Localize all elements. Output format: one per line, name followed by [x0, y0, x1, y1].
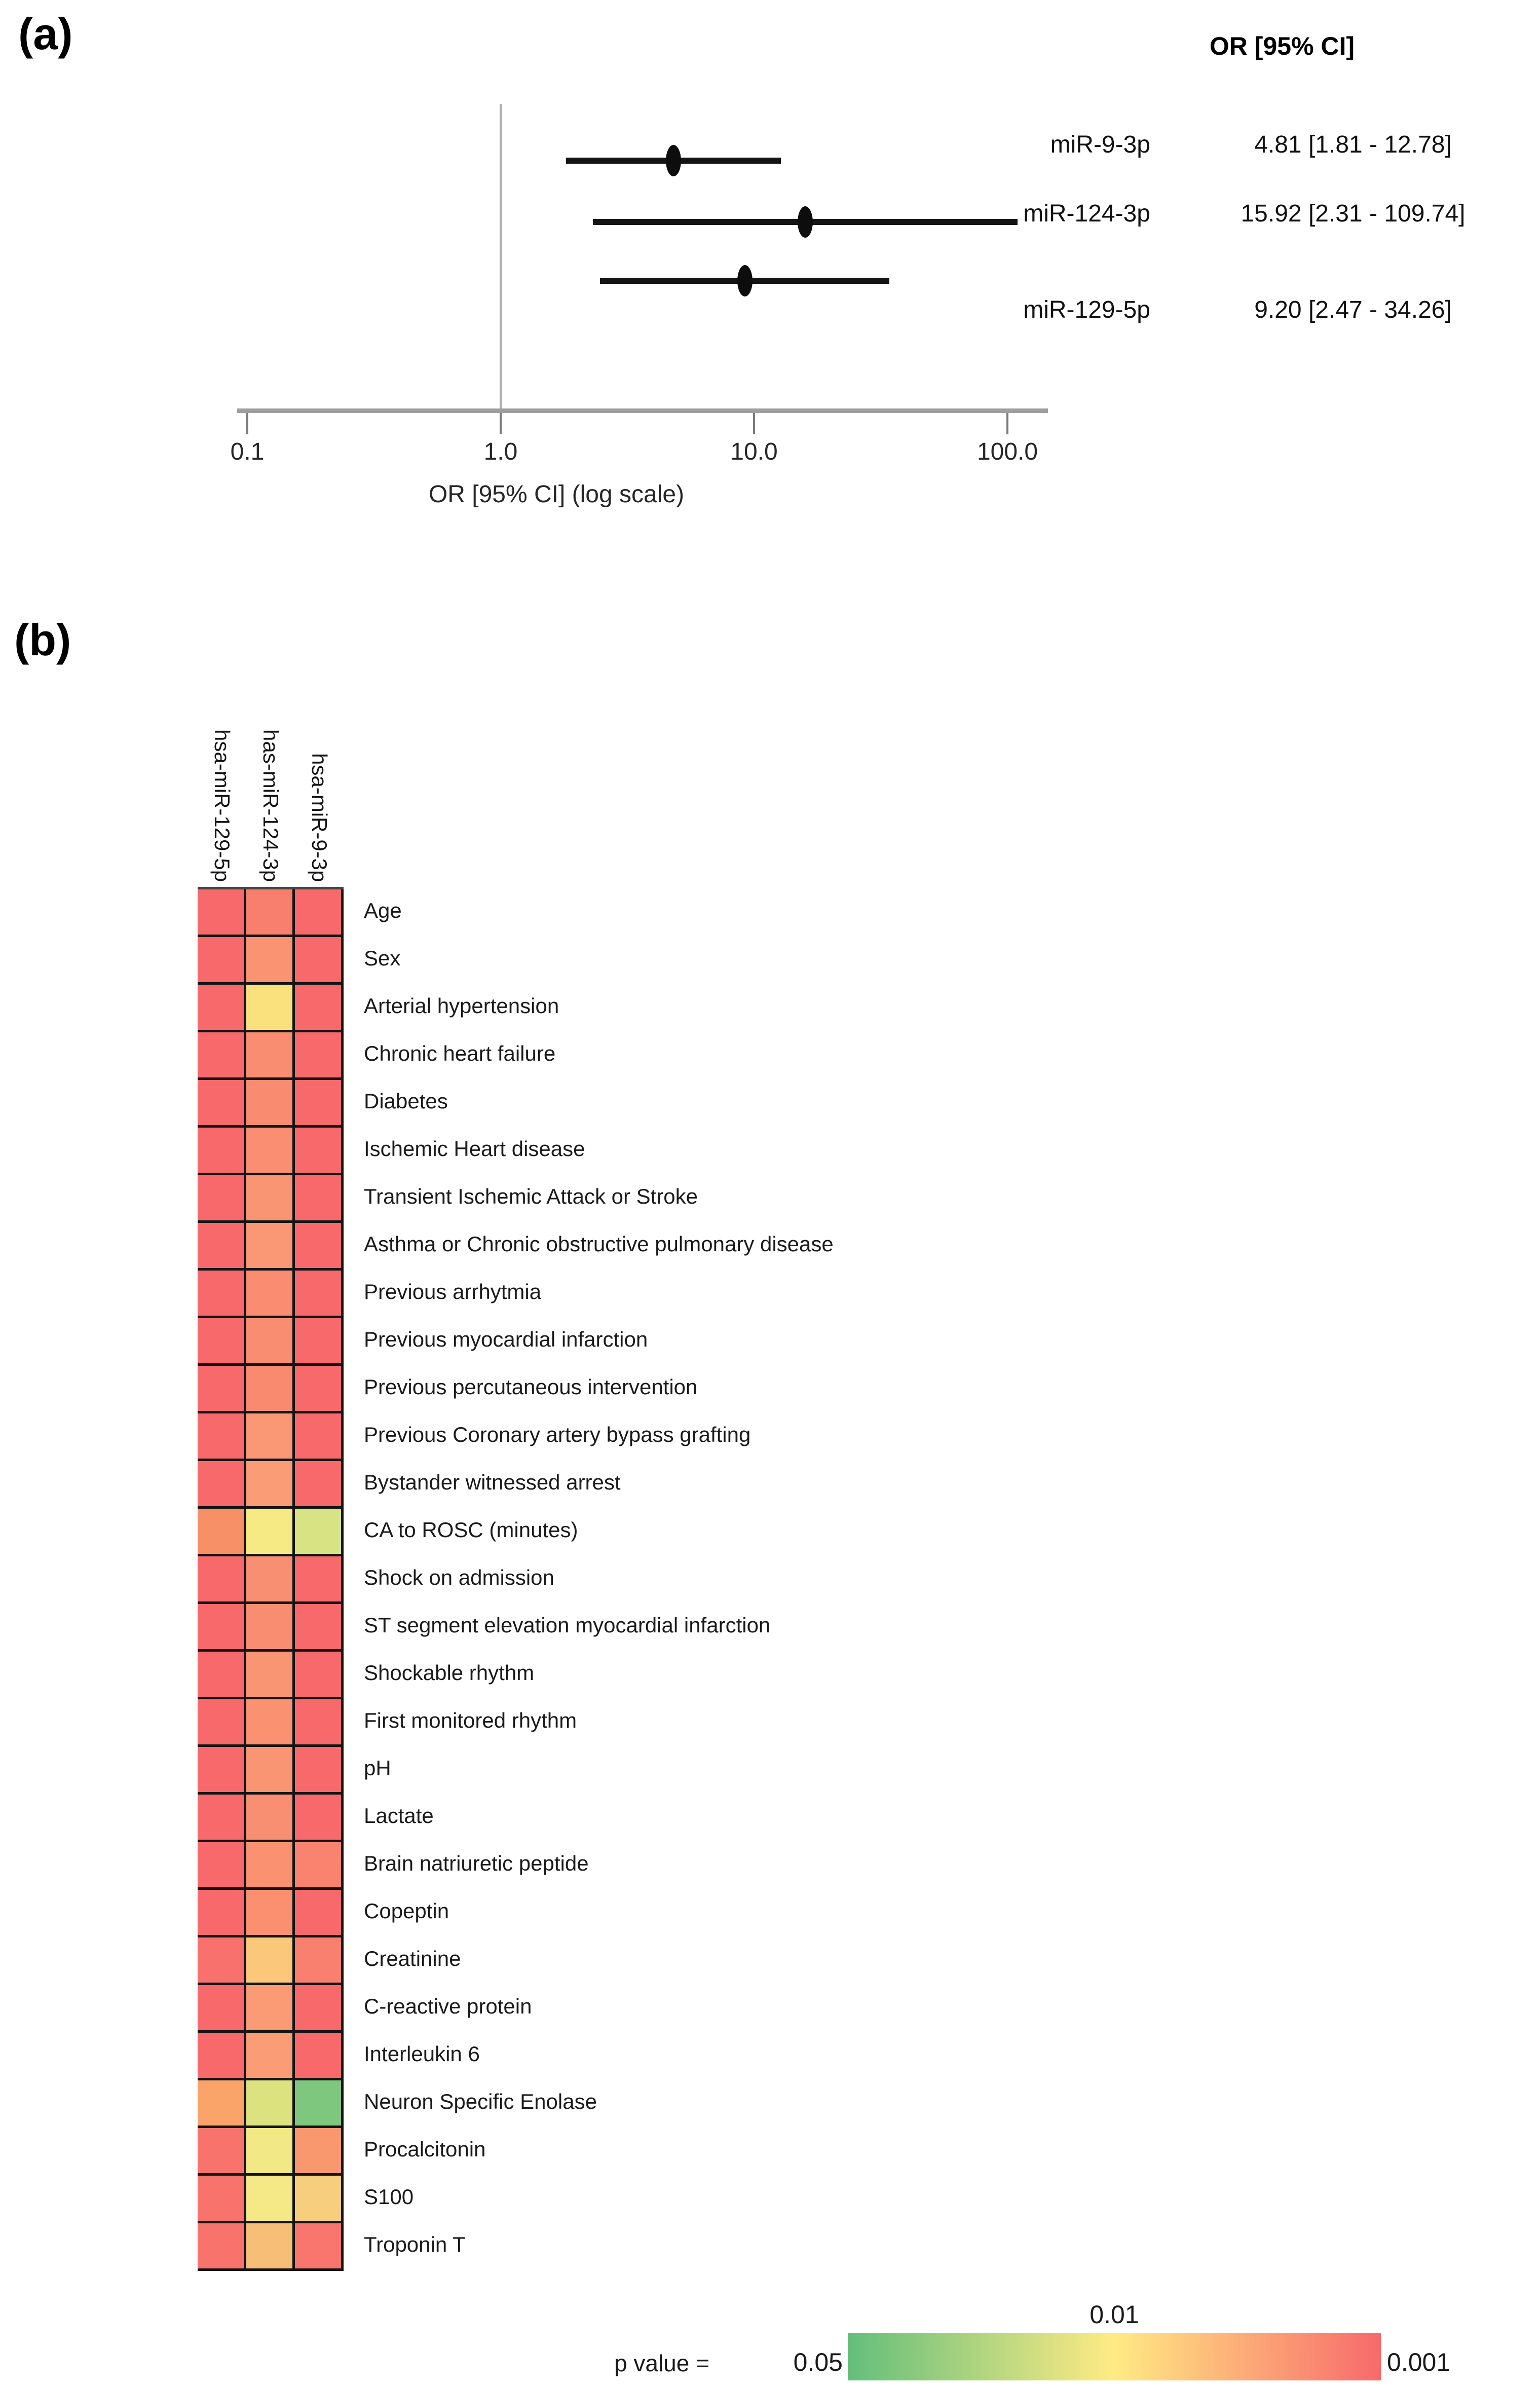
heatmap-row-Copeptin: [198, 1890, 344, 1937]
heatmap-row-Bystander witnessed arrest: [198, 1461, 344, 1509]
heatmap-cell-has-miR-124-3p-Shockable rhythm: [246, 1652, 295, 1699]
x-tick-label-1.0: 1.0: [483, 438, 518, 465]
heatmap-cell-hsa-miR-129-5p-Ischemic Heart disease: [198, 1128, 246, 1175]
heatmap-row-label-ST segment elevation myocardial infarction: ST segment elevation myocardial infarction: [364, 1613, 771, 1637]
heatmap-cell-hsa-miR-9-3p-ST segment elevation myocardial infarction: [295, 1604, 344, 1652]
heatmap-cell-hsa-miR-129-5p-First monitored rhythm: [198, 1699, 246, 1747]
heatmap-cell-has-miR-124-3p-S100: [246, 2176, 295, 2223]
heatmap-cell-hsa-miR-9-3p-Previous myocardial infarction: [295, 1318, 344, 1366]
heatmap-cell-hsa-miR-9-3p-Shockable rhythm: [295, 1652, 344, 1699]
heatmap-row-Arterial hypertension: [198, 985, 344, 1032]
heatmap-column-header-miR-124-3p: has-miR-124-3p: [259, 729, 283, 882]
heatmap-cell-hsa-miR-129-5p-Sex: [198, 937, 246, 985]
heatmap-row-label-Ischemic Heart disease: Ischemic Heart disease: [364, 1137, 585, 1161]
heatmap-cell-hsa-miR-9-3p-Troponin T: [295, 2223, 344, 2271]
x-tick-1.0: [500, 413, 502, 434]
or-row-value-miR-9-3p: 4.81 [1.81 - 12.78]: [1254, 131, 1452, 158]
heatmap-cell-hsa-miR-129-5p-pH: [198, 1747, 246, 1795]
forest-reference-line: [500, 104, 502, 425]
heatmap-cell-hsa-miR-129-5p-Previous myocardial infarction: [198, 1318, 246, 1366]
x-tick-label-10.0: 10.0: [730, 438, 778, 465]
x-tick-100.0: [1006, 413, 1008, 434]
heatmap-cell-has-miR-124-3p-Lactate: [246, 1795, 295, 1842]
heatmap-cell-has-miR-124-3p-C-reactive protein: [246, 1985, 295, 2033]
heatmap-row-Ischemic Heart disease: [198, 1128, 344, 1175]
panel-a-label: (a): [18, 9, 73, 59]
heatmap-row-Shockable rhythm: [198, 1652, 344, 1699]
heatmap-cell-hsa-miR-129-5p-Neuron Specific Enolase: [198, 2080, 246, 2128]
heatmap-row-Shock on admission: [198, 1556, 344, 1604]
heatmap-cell-has-miR-124-3p-Troponin T: [246, 2223, 295, 2271]
heatmap-cell-has-miR-124-3p-Previous Coronary artery bypass grafting: [246, 1413, 295, 1461]
heatmap-row-label-Shockable rhythm: Shockable rhythm: [364, 1661, 535, 1685]
heatmap-row-Chronic heart failure: [198, 1032, 344, 1080]
heatmap-cell-hsa-miR-9-3p-First monitored rhythm: [295, 1699, 344, 1747]
heatmap-cell-hsa-miR-129-5p-Age: [198, 889, 246, 937]
heatmap-cell-hsa-miR-129-5p-Arterial hypertension: [198, 985, 246, 1032]
heatmap-cell-hsa-miR-129-5p-Diabetes: [198, 1080, 246, 1128]
heatmap-cell-has-miR-124-3p-pH: [246, 1747, 295, 1795]
heatmap-row-label-Previous arrhytmia: Previous arrhytmia: [364, 1280, 542, 1303]
heatmap-row-label-Arterial hypertension: Arterial hypertension: [364, 994, 559, 1018]
heatmap-cell-hsa-miR-129-5p-Previous arrhytmia: [198, 1271, 246, 1318]
heatmap-row-Diabetes: [198, 1080, 344, 1128]
heatmap-cell-hsa-miR-9-3p-Previous percutaneous intervention: [295, 1366, 344, 1413]
heatmap-row-Procalcitonin: [198, 2128, 344, 2176]
heatmap-cell-has-miR-124-3p-Previous arrhytmia: [246, 1271, 295, 1318]
heatmap-cell-hsa-miR-129-5p-Previous Coronary artery bypass grafting: [198, 1413, 246, 1461]
heatmap-row-Asthma or Chronic obstructive pulmonary disease: [198, 1223, 344, 1271]
heatmap-cell-hsa-miR-129-5p-Copeptin: [198, 1890, 246, 1937]
or-row-name-miR-9-3p: miR-9-3p: [1050, 131, 1150, 158]
heatmap-row-label-S100: S100: [364, 2185, 414, 2209]
heatmap-row-label-Asthma or Chronic obstructive pulmonary disease: Asthma or Chronic obstructive pulmonary disease: [364, 1232, 834, 1256]
heatmap-row-Sex: [198, 937, 344, 985]
heatmap-row-Lactate: [198, 1795, 344, 1842]
heatmap-row-label-Previous percutaneous intervention: Previous percutaneous intervention: [364, 1375, 698, 1399]
heatmap-row-label-Previous Coronary artery bypass grafting: Previous Coronary artery bypass grafting: [364, 1423, 751, 1446]
or-point-miR-124-3p: [798, 206, 813, 238]
heatmap-row-label-Sex: Sex: [364, 946, 401, 970]
heatmap-cell-has-miR-124-3p-Transient Ischemic Attack or Stroke: [246, 1175, 295, 1223]
or-table-header: OR [95% CI]: [1209, 32, 1355, 60]
or-row-name-miR-129-5p: miR-129-5p: [1023, 296, 1150, 323]
legend-gradient-bar: [848, 2333, 1381, 2380]
heatmap-cell-hsa-miR-9-3p-pH: [295, 1747, 344, 1795]
heatmap-cell-has-miR-124-3p-First monitored rhythm: [246, 1699, 295, 1747]
heatmap-cell-hsa-miR-129-5p-Bystander witnessed arrest: [198, 1461, 246, 1509]
heatmap-column-header-miR-9-3p: hsa-miR-9-3p: [308, 753, 331, 882]
heatmap-row-label-Bystander witnessed arrest: Bystander witnessed arrest: [364, 1470, 621, 1494]
heatmap-row-label-Copeptin: Copeptin: [364, 1899, 449, 1923]
heatmap-cell-hsa-miR-9-3p-Creatinine: [295, 1937, 344, 1985]
heatmap-row-Transient Ischemic Attack or Stroke: [198, 1175, 344, 1223]
heatmap-cell-hsa-miR-9-3p-Shock on admission: [295, 1556, 344, 1604]
x-tick-0.1: [246, 413, 248, 434]
legend-mid-label: 0.01: [1090, 2300, 1139, 2329]
heatmap-row-Previous percutaneous intervention: [198, 1366, 344, 1413]
or-point-miR-9-3p: [666, 145, 681, 176]
heatmap-cell-hsa-miR-9-3p-Lactate: [295, 1795, 344, 1842]
heatmap-row-C-reactive protein: [198, 1985, 344, 2033]
heatmap-cell-has-miR-124-3p-Bystander witnessed arrest: [246, 1461, 295, 1509]
heatmap-cell-hsa-miR-129-5p-Procalcitonin: [198, 2128, 246, 2176]
x-tick-10.0: [753, 413, 755, 434]
heatmap-row-label-Age: Age: [364, 899, 402, 922]
heatmap-cell-hsa-miR-9-3p-Age: [295, 889, 344, 937]
heatmap-cell-has-miR-124-3p-Shock on admission: [246, 1556, 295, 1604]
or-row-name-miR-124-3p: miR-124-3p: [1023, 200, 1150, 227]
heatmap-cell-hsa-miR-9-3p-C-reactive protein: [295, 1985, 344, 2033]
heatmap-row-CA to ROSC (minutes): [198, 1509, 344, 1556]
forest-x-axis: [237, 408, 1048, 413]
heatmap-cell-hsa-miR-129-5p-Interleukin 6: [198, 2033, 246, 2080]
or-point-miR-129-5p: [737, 265, 753, 296]
heatmap-row-label-Previous myocardial infarction: Previous myocardial infarction: [364, 1327, 648, 1351]
heatmap-cell-hsa-miR-9-3p-Previous arrhytmia: [295, 1271, 344, 1318]
heatmap-cell-has-miR-124-3p-Arterial hypertension: [246, 985, 295, 1032]
heatmap-cell-hsa-miR-129-5p-ST segment elevation myocardial infarction: [198, 1604, 246, 1652]
heatmap-cell-hsa-miR-129-5p-Brain natriuretic peptide: [198, 1842, 246, 1890]
heatmap-cell-hsa-miR-129-5p-CA to ROSC (minutes): [198, 1509, 246, 1556]
heatmap-cell-has-miR-124-3p-CA to ROSC (minutes): [246, 1509, 295, 1556]
heatmap-row-label-Troponin T: Troponin T: [364, 2232, 466, 2256]
heatmap-grid: [198, 887, 344, 2271]
heatmap-cell-has-miR-124-3p-Ischemic Heart disease: [246, 1128, 295, 1175]
heatmap-cell-hsa-miR-9-3p-Chronic heart failure: [295, 1032, 344, 1080]
heatmap-cell-hsa-miR-9-3p-Bystander witnessed arrest: [295, 1461, 344, 1509]
heatmap-cell-hsa-miR-129-5p-S100: [198, 2176, 246, 2223]
legend-max-label: 0.001: [1387, 2348, 1451, 2376]
heatmap-row-label-C-reactive protein: C-reactive protein: [364, 1994, 532, 2018]
or-row-value-miR-124-3p: 15.92 [2.31 - 109.74]: [1241, 200, 1466, 227]
heatmap-cell-has-miR-124-3p-Brain natriuretic peptide: [246, 1842, 295, 1890]
legend-title: p value =: [614, 2350, 709, 2376]
heatmap-cell-has-miR-124-3p-Previous myocardial infarction: [246, 1318, 295, 1366]
heatmap-cell-hsa-miR-129-5p-C-reactive protein: [198, 1985, 246, 2033]
heatmap-cell-hsa-miR-9-3p-CA to ROSC (minutes): [295, 1509, 344, 1556]
heatmap-cell-hsa-miR-9-3p-Arterial hypertension: [295, 985, 344, 1032]
heatmap-row-label-Neuron Specific Enolase: Neuron Specific Enolase: [364, 2090, 597, 2113]
heatmap-cell-hsa-miR-129-5p-Troponin T: [198, 2223, 246, 2271]
heatmap-cell-hsa-miR-9-3p-Previous Coronary artery bypass grafting: [295, 1413, 344, 1461]
heatmap-cell-hsa-miR-129-5p-Previous percutaneous intervention: [198, 1366, 246, 1413]
heatmap-cell-hsa-miR-129-5p-Lactate: [198, 1795, 246, 1842]
heatmap-row-pH: [198, 1747, 344, 1795]
heatmap-cell-has-miR-124-3p-Asthma or Chronic obstructive pulmonary disease: [246, 1223, 295, 1271]
or-row-value-miR-129-5p: 9.20 [2.47 - 34.26]: [1254, 296, 1452, 323]
heatmap-cell-has-miR-124-3p-Previous percutaneous intervention: [246, 1366, 295, 1413]
heatmap-row-Age: [198, 889, 344, 937]
heatmap-row-label-Lactate: Lactate: [364, 1804, 434, 1828]
heatmap-row-Interleukin 6: [198, 2033, 344, 2080]
heatmap-cell-hsa-miR-9-3p-Procalcitonin: [295, 2128, 344, 2176]
heatmap-cell-has-miR-124-3p-Copeptin: [246, 1890, 295, 1937]
heatmap-cell-has-miR-124-3p-Chronic heart failure: [246, 1032, 295, 1080]
heatmap-row-label-First monitored rhythm: First monitored rhythm: [364, 1708, 577, 1732]
heatmap-cell-hsa-miR-9-3p-Sex: [295, 937, 344, 985]
heatmap-row-label-Creatinine: Creatinine: [364, 1947, 461, 1970]
heatmap-row-label-CA to ROSC (minutes): CA to ROSC (minutes): [364, 1518, 578, 1542]
heatmap-cell-hsa-miR-9-3p-Asthma or Chronic obstructive pulmonary disease: [295, 1223, 344, 1271]
heatmap-row-label-pH: pH: [364, 1756, 391, 1780]
x-tick-label-0.1: 0.1: [230, 438, 265, 465]
heatmap-row-Brain natriuretic peptide: [198, 1842, 344, 1890]
heatmap-cell-hsa-miR-129-5p-Shockable rhythm: [198, 1652, 246, 1699]
heatmap-row-label-Brain natriuretic peptide: Brain natriuretic peptide: [364, 1851, 589, 1875]
heatmap-cell-hsa-miR-129-5p-Chronic heart failure: [198, 1032, 246, 1080]
heatmap-row-S100: [198, 2176, 344, 2223]
heatmap-cell-hsa-miR-9-3p-Neuron Specific Enolase: [295, 2080, 344, 2128]
heatmap-row-Previous myocardial infarction: [198, 1318, 344, 1366]
heatmap-row-Previous Coronary artery bypass grafting: [198, 1413, 344, 1461]
heatmap-cell-hsa-miR-129-5p-Transient Ischemic Attack or Stroke: [198, 1175, 246, 1223]
heatmap-row-label-Interleukin 6: Interleukin 6: [364, 2042, 480, 2066]
heatmap-row-ST segment elevation myocardial infarction: [198, 1604, 344, 1652]
heatmap-cell-hsa-miR-9-3p-Copeptin: [295, 1890, 344, 1937]
heatmap-row-label-Chronic heart failure: Chronic heart failure: [364, 1041, 556, 1065]
heatmap-row-Creatinine: [198, 1937, 344, 1985]
forest-x-axis-title: OR [95% CI] (log scale): [428, 481, 685, 508]
heatmap-cell-hsa-miR-9-3p-Interleukin 6: [295, 2033, 344, 2080]
legend-min-label: 0.05: [793, 2348, 843, 2376]
heatmap-cell-hsa-miR-9-3p-Ischemic Heart disease: [295, 1128, 344, 1175]
panel-b-label: (b): [14, 615, 71, 665]
heatmap-column-header-miR-129-5p: hsa-miR-129-5p: [210, 729, 234, 882]
heatmap-cell-has-miR-124-3p-Age: [246, 889, 295, 937]
heatmap-row-label-Procalcitonin: Procalcitonin: [364, 2137, 486, 2161]
heatmap-cell-has-miR-124-3p-Diabetes: [246, 1080, 295, 1128]
heatmap-cell-has-miR-124-3p-ST segment elevation myocardial infarction: [246, 1604, 295, 1652]
heatmap-cell-has-miR-124-3p-Sex: [246, 937, 295, 985]
heatmap-row-label-Transient Ischemic Attack or Stroke: Transient Ischemic Attack or Stroke: [364, 1184, 698, 1208]
heatmap-row-Neuron Specific Enolase: [198, 2080, 344, 2128]
heatmap-cell-hsa-miR-9-3p-Transient Ischemic Attack or Stroke: [295, 1175, 344, 1223]
heatmap-cell-hsa-miR-9-3p-Brain natriuretic peptide: [295, 1842, 344, 1890]
heatmap-cell-has-miR-124-3p-Creatinine: [246, 1937, 295, 1985]
heatmap-row-First monitored rhythm: [198, 1699, 344, 1747]
heatmap-cell-has-miR-124-3p-Neuron Specific Enolase: [246, 2080, 295, 2128]
heatmap-row-Previous arrhytmia: [198, 1271, 344, 1318]
x-tick-label-100.0: 100.0: [976, 438, 1038, 465]
heatmap-row-Troponin T: [198, 2223, 344, 2271]
heatmap-cell-has-miR-124-3p-Interleukin 6: [246, 2033, 295, 2080]
heatmap-cell-hsa-miR-129-5p-Creatinine: [198, 1937, 246, 1985]
heatmap-cell-hsa-miR-9-3p-Diabetes: [295, 1080, 344, 1128]
heatmap-cell-has-miR-124-3p-Procalcitonin: [246, 2128, 295, 2176]
heatmap-row-label-Diabetes: Diabetes: [364, 1089, 448, 1113]
heatmap-cell-hsa-miR-129-5p-Shock on admission: [198, 1556, 246, 1604]
heatmap-row-label-Shock on admission: Shock on admission: [364, 1565, 554, 1589]
heatmap-cell-hsa-miR-9-3p-S100: [295, 2176, 344, 2223]
heatmap-cell-hsa-miR-129-5p-Asthma or Chronic obstructive pulmonary disease: [198, 1223, 246, 1271]
